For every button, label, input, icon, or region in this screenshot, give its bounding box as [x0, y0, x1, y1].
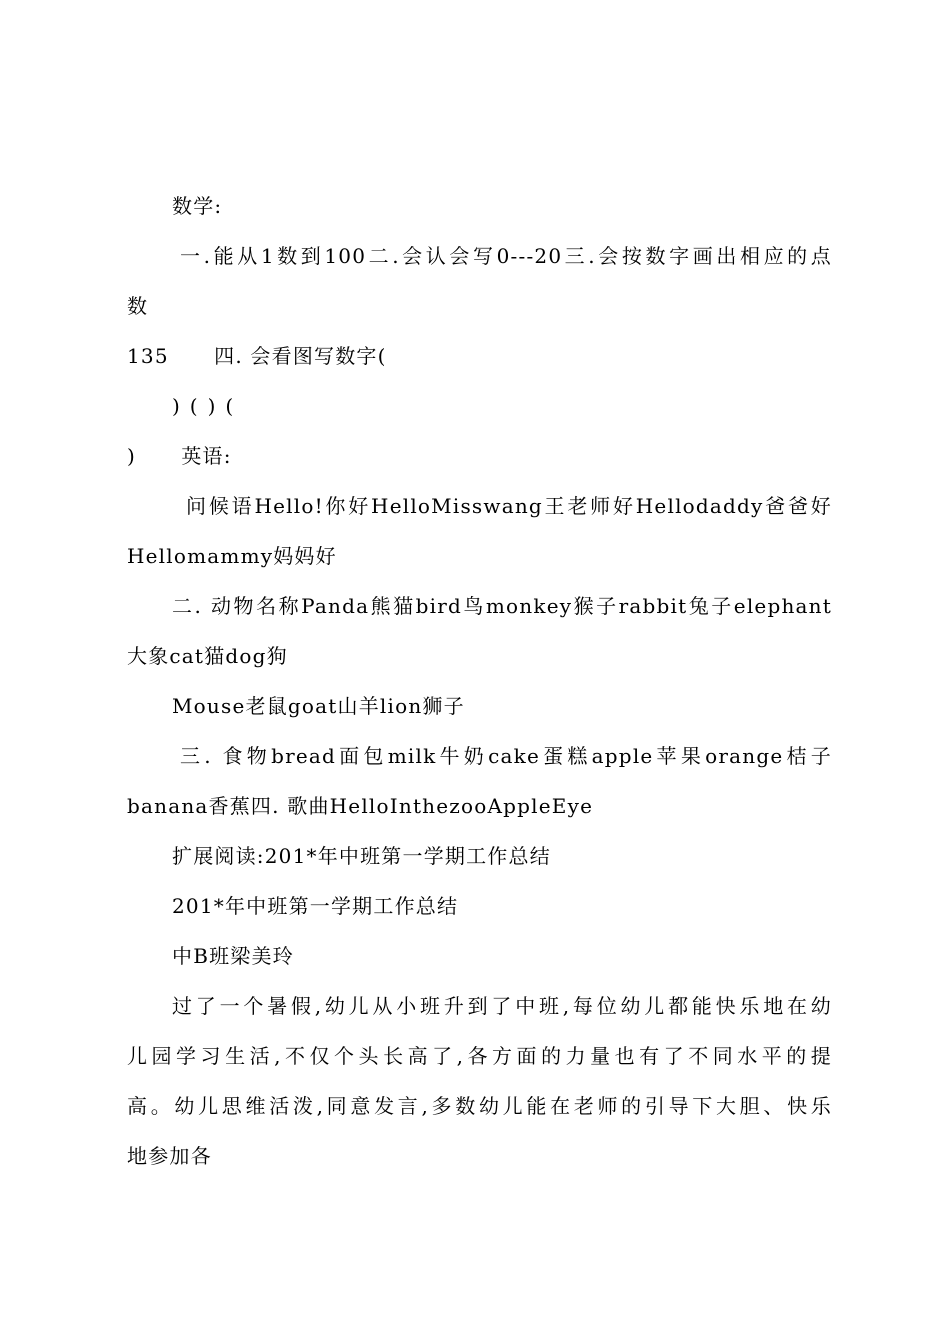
animals-line: 二. 动物名称Panda熊猫bird鸟monkey猴子rabbit兔子elephant	[172, 594, 832, 618]
paragraph-line: 儿园学习生活,不仅个头长高了,各方面的力量也有了不同水平的提	[127, 1044, 832, 1068]
food-song-line: banana香蕉四. 歌曲HelloInthezooAppleEye	[127, 794, 594, 818]
summary-title: 201*年中班第一学期工作总结	[172, 894, 459, 918]
paragraph-line: 高。幼儿思维活泼,同意发言,多数幼儿能在老师的引导下大胆、快乐	[127, 1094, 832, 1118]
math-heading: 数学:	[172, 194, 223, 218]
greetings-line: 问候语Hello!你好HelloMisswang王老师好Hellodaddy爸爸好	[186, 494, 832, 518]
animals-continuation: 大象cat猫dog狗	[127, 644, 288, 668]
author-line: 中B班梁美玲	[172, 944, 294, 968]
math-item-line: 一.能从1数到100二.会认会写0---20三.会按数字画出相应的点	[180, 244, 832, 268]
english-heading: ) 英语:	[127, 444, 232, 468]
math-item-continuation: 数	[127, 294, 149, 318]
greetings-continuation: Hellomammy妈妈好	[127, 544, 337, 568]
extended-reading-title: 扩展阅读:201*年中班第一学期工作总结	[172, 844, 551, 868]
animals-line-2: Mouse老鼠goat山羊lion狮子	[172, 694, 465, 718]
paragraph-line: 过了一个暑假,幼儿从小班升到了中班,每位幼儿都能快乐地在幼	[172, 994, 832, 1018]
paragraph-line: 地参加各	[127, 1144, 212, 1168]
food-line: 三. 食物bread面包milk牛奶cake蛋糕apple苹果orange桔子	[180, 744, 832, 768]
math-blank-line: )()(	[172, 394, 244, 418]
math-item-line: 135 四. 会看图写数字(	[127, 344, 387, 368]
